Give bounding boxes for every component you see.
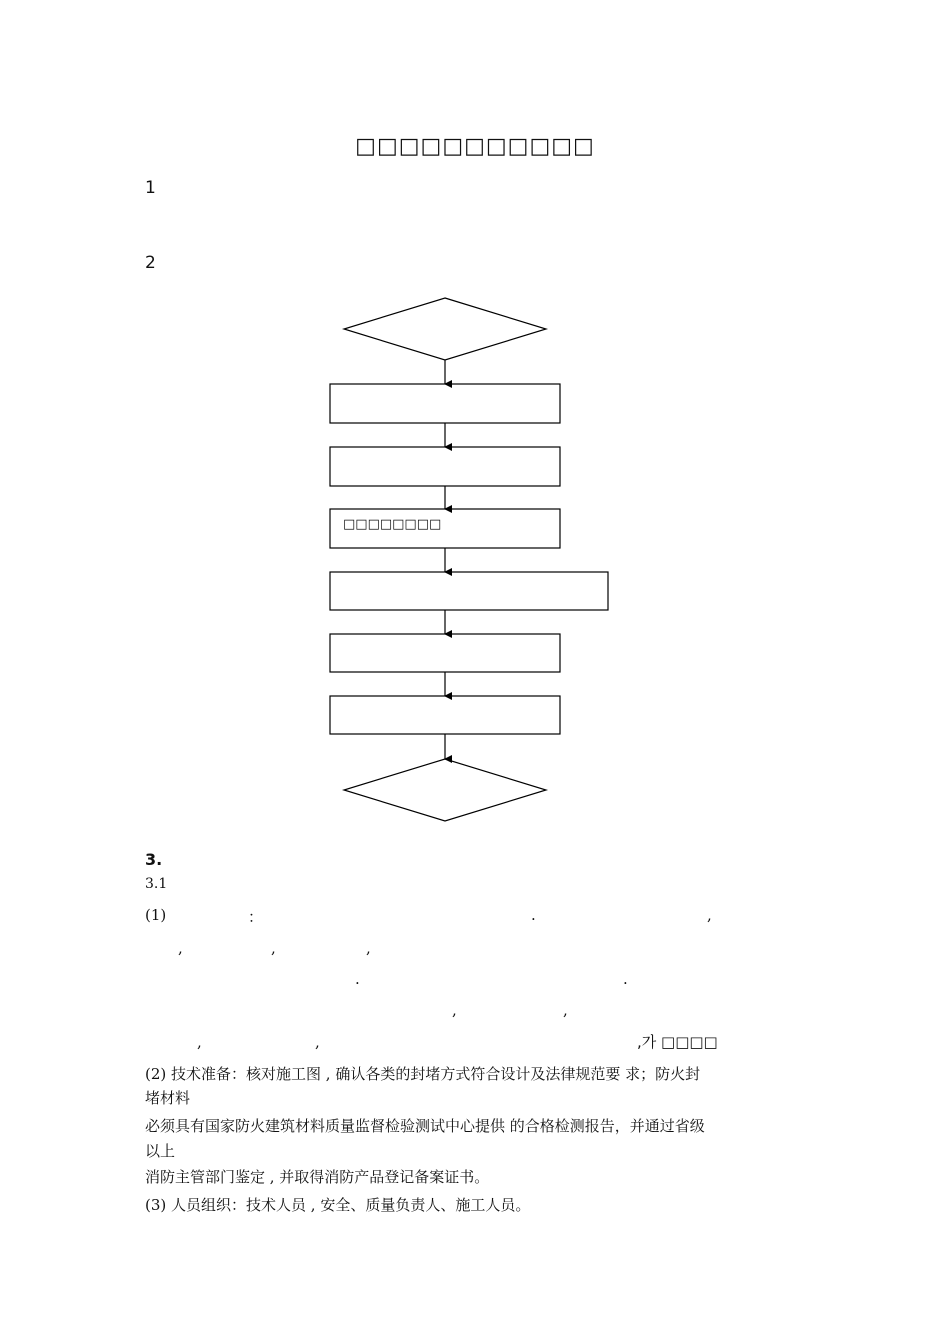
paragraph-1-punct: . — [355, 970, 360, 988]
paragraph-1-punct: . — [531, 906, 536, 924]
paragraph-1-punct: , — [197, 1033, 202, 1051]
paragraph-3-line: (3) 人员组织：技术人员 , 安全、质量负责人、施工人员。 — [145, 1196, 531, 1214]
flowchart-step-box — [330, 696, 560, 734]
paragraph-2-line: 以上 — [145, 1142, 176, 1160]
flowchart-step-box — [330, 634, 560, 672]
paragraph-1-punct: , — [452, 1001, 457, 1019]
flowchart-step-label: □□□□□□□□ — [343, 517, 442, 532]
section-1-number: 1 — [145, 178, 156, 198]
paragraph-1-punct: , — [315, 1033, 320, 1051]
paragraph-1-punct: , — [178, 939, 183, 957]
paragraph-1-colon: ： — [248, 908, 264, 926]
paragraph-1-punct: . — [623, 970, 628, 988]
section-2-number: 2 — [145, 253, 156, 273]
paragraph-1-number: (1) — [145, 906, 167, 924]
paragraph-2-line: 必须具有国家防火建筑材料质量监督检验测试中心提供 的合格检测报告，并通过省级 — [145, 1117, 705, 1135]
flowchart-step-box — [330, 447, 560, 486]
page-title: □□□□□□□□□□□ — [355, 134, 595, 159]
flowchart-start-diamond — [344, 298, 546, 360]
flowchart-step-box-wide — [330, 572, 608, 610]
paragraph-1-punct: , — [366, 939, 371, 957]
paragraph-2-line: (2) 技术准备：核对施工图 , 确认各类的封堵方式符合设计及法律规范要 求；防火封 — [145, 1065, 701, 1083]
flowchart-end-diamond — [344, 759, 546, 821]
paragraph-1-punct: , — [271, 939, 276, 957]
section-3-1-heading: 3.1 — [145, 876, 168, 892]
paragraph-2-line: 堵材料 — [145, 1089, 191, 1107]
paragraph-1-punct: , — [707, 906, 712, 924]
paragraph-2-line: 消防主管部门鉴定 , 并取得消防产品登记备案证书。 — [145, 1168, 490, 1186]
section-3-heading: 3. — [145, 850, 163, 869]
flowchart-step-box — [330, 384, 560, 423]
paragraph-1-tail: ,가 □□□□ — [637, 1033, 718, 1051]
paragraph-1-punct: , — [563, 1001, 568, 1019]
